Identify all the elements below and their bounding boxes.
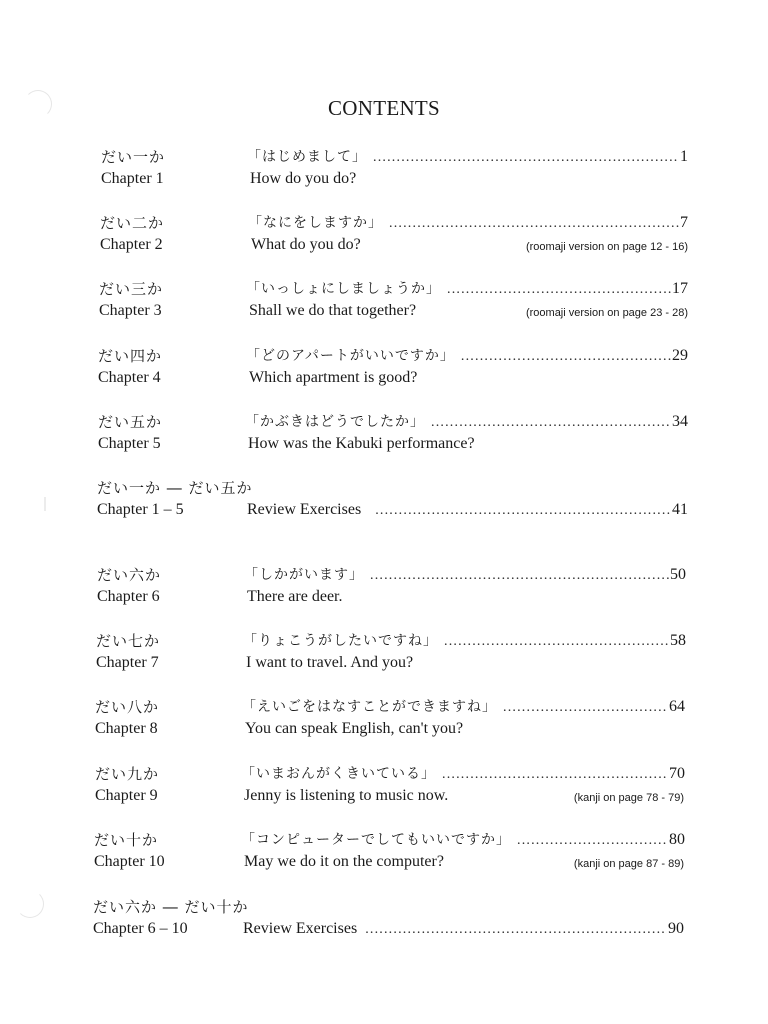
page-number: 1 bbox=[680, 148, 688, 165]
en-chapter-title: How was the Kabuki performance? bbox=[248, 435, 475, 452]
chapter-label: Chapter 1 bbox=[101, 170, 164, 187]
toc-entry-review bbox=[0, 896, 768, 946]
jp-chapter-label: だい八か bbox=[95, 698, 160, 716]
page-number: 64 bbox=[669, 698, 685, 715]
jp-chapter-label: だい二か bbox=[100, 214, 165, 232]
kanji-note: (kanji on page 87 - 89) bbox=[573, 858, 684, 870]
en-chapter-title: How do you do? bbox=[250, 170, 357, 187]
page-number: 41 bbox=[672, 501, 688, 518]
dot-leader bbox=[517, 833, 668, 849]
chapter-label: Chapter 6 bbox=[97, 588, 160, 605]
toc-title-line bbox=[241, 763, 685, 785]
page-number: 17 bbox=[672, 280, 688, 297]
chapter-label: Chapter 6 – 10 bbox=[93, 920, 188, 937]
jp-chapter-title: 「どのアパートがいいですか」 bbox=[246, 348, 455, 364]
chapter-label: Chapter 4 bbox=[98, 369, 161, 386]
dot-leader bbox=[447, 282, 671, 298]
jp-chapter-title: 「いまおんがくきいている」 bbox=[241, 766, 436, 782]
toc-entry-review bbox=[0, 477, 768, 527]
dot-leader bbox=[461, 349, 671, 365]
toc-title-line bbox=[248, 212, 688, 234]
dot-leader bbox=[444, 634, 669, 650]
jp-chapter-label: だい一か ― だい五か bbox=[97, 479, 253, 497]
en-chapter-title: Review Exercises bbox=[247, 501, 362, 518]
page-number: 70 bbox=[669, 765, 685, 782]
jp-chapter-title: 「はじめまして」 bbox=[247, 149, 367, 165]
chapter-label: Chapter 10 bbox=[94, 853, 165, 870]
toc-title-line bbox=[245, 411, 688, 433]
dot-leader bbox=[389, 216, 679, 232]
jp-chapter-title: 「しかがいます」 bbox=[244, 567, 364, 583]
chapter-label: Chapter 9 bbox=[95, 787, 158, 804]
dot-leader bbox=[373, 150, 679, 166]
jp-chapter-title: 「なにをしますか」 bbox=[248, 215, 383, 231]
dot-leader bbox=[442, 767, 668, 783]
en-chapter-title: There are deer. bbox=[247, 588, 343, 605]
toc-entry bbox=[0, 278, 768, 328]
en-chapter-title: Which apartment is good? bbox=[249, 369, 418, 386]
chapter-label: Chapter 7 bbox=[96, 654, 159, 671]
page-number: 34 bbox=[672, 413, 688, 430]
toc-entry bbox=[0, 763, 768, 813]
jp-chapter-title: 「えいごをはなすことができますね」 bbox=[242, 699, 497, 715]
dot-leader bbox=[370, 568, 669, 584]
jp-chapter-title: 「コンピューターでしてもいいですか」 bbox=[241, 832, 511, 848]
jp-chapter-title: 「いっしょにしましょうか」 bbox=[246, 281, 441, 297]
toc-title-line bbox=[243, 630, 686, 652]
jp-chapter-title: 「かぶきはどうでしたか」 bbox=[245, 414, 425, 430]
toc-title-line bbox=[247, 146, 688, 168]
page-number: 7 bbox=[680, 214, 688, 231]
dot-leader bbox=[375, 503, 671, 519]
chapter-label: Chapter 8 bbox=[95, 720, 158, 737]
toc-title-line bbox=[246, 345, 688, 367]
toc-title-line bbox=[241, 829, 685, 851]
page-number: 50 bbox=[670, 566, 686, 583]
en-chapter-title: Jenny is listening to music now. bbox=[244, 787, 449, 804]
jp-chapter-title: 「りょこうがしたいですね」 bbox=[243, 633, 438, 649]
en-chapter-title: I want to travel. And you? bbox=[246, 654, 414, 671]
jp-chapter-label: だい四か bbox=[98, 347, 163, 365]
version-note: (roomaji version on page 23 - 28) bbox=[525, 307, 688, 319]
page-number: 90 bbox=[668, 920, 684, 937]
toc-entry bbox=[0, 696, 768, 746]
chapter-label: Chapter 5 bbox=[98, 435, 161, 452]
dot-leader bbox=[365, 922, 667, 938]
toc-title-line bbox=[243, 920, 684, 942]
kanji-note: (kanji on page 78 - 79) bbox=[573, 792, 684, 804]
chapter-label: Chapter 3 bbox=[99, 302, 162, 319]
toc-entry bbox=[0, 146, 768, 196]
chapter-label: Chapter 2 bbox=[100, 236, 163, 253]
jp-chapter-label: だい六か ― だい十か bbox=[93, 898, 249, 916]
en-chapter-title: May we do it on the computer? bbox=[244, 853, 444, 870]
en-chapter-title: Shall we do that together? bbox=[249, 302, 417, 319]
jp-chapter-label: だい七か bbox=[96, 632, 161, 650]
en-chapter-title: What do you do? bbox=[251, 236, 361, 253]
jp-chapter-label: だい十か bbox=[94, 831, 159, 849]
dot-leader bbox=[431, 415, 671, 431]
jp-chapter-label: だい一か bbox=[101, 148, 166, 166]
en-chapter-title: Review Exercises bbox=[243, 920, 358, 937]
toc-title-line bbox=[242, 696, 685, 718]
jp-chapter-label: だい五か bbox=[98, 413, 163, 431]
version-note: (roomaji version on page 12 - 16) bbox=[525, 241, 688, 253]
toc-entry bbox=[0, 411, 768, 461]
page-number: 80 bbox=[669, 831, 685, 848]
toc-entry bbox=[0, 212, 768, 262]
toc-entry bbox=[0, 829, 768, 879]
page-title: CONTENTS bbox=[327, 96, 441, 120]
toc-entry bbox=[0, 630, 768, 680]
page-number: 29 bbox=[672, 347, 688, 364]
toc-title-line bbox=[247, 501, 688, 523]
toc-title-line bbox=[246, 278, 688, 300]
jp-chapter-label: だい六か bbox=[97, 566, 162, 584]
toc-title-line bbox=[244, 564, 686, 586]
en-chapter-title: You can speak English, can't you? bbox=[245, 720, 464, 737]
jp-chapter-label: だい九か bbox=[95, 765, 160, 783]
jp-chapter-label: だい三か bbox=[99, 280, 164, 298]
toc-entry bbox=[0, 564, 768, 614]
dot-leader bbox=[503, 700, 668, 716]
toc-entry bbox=[0, 345, 768, 395]
chapter-label: Chapter 1 – 5 bbox=[97, 501, 184, 518]
page-number: 58 bbox=[670, 632, 686, 649]
